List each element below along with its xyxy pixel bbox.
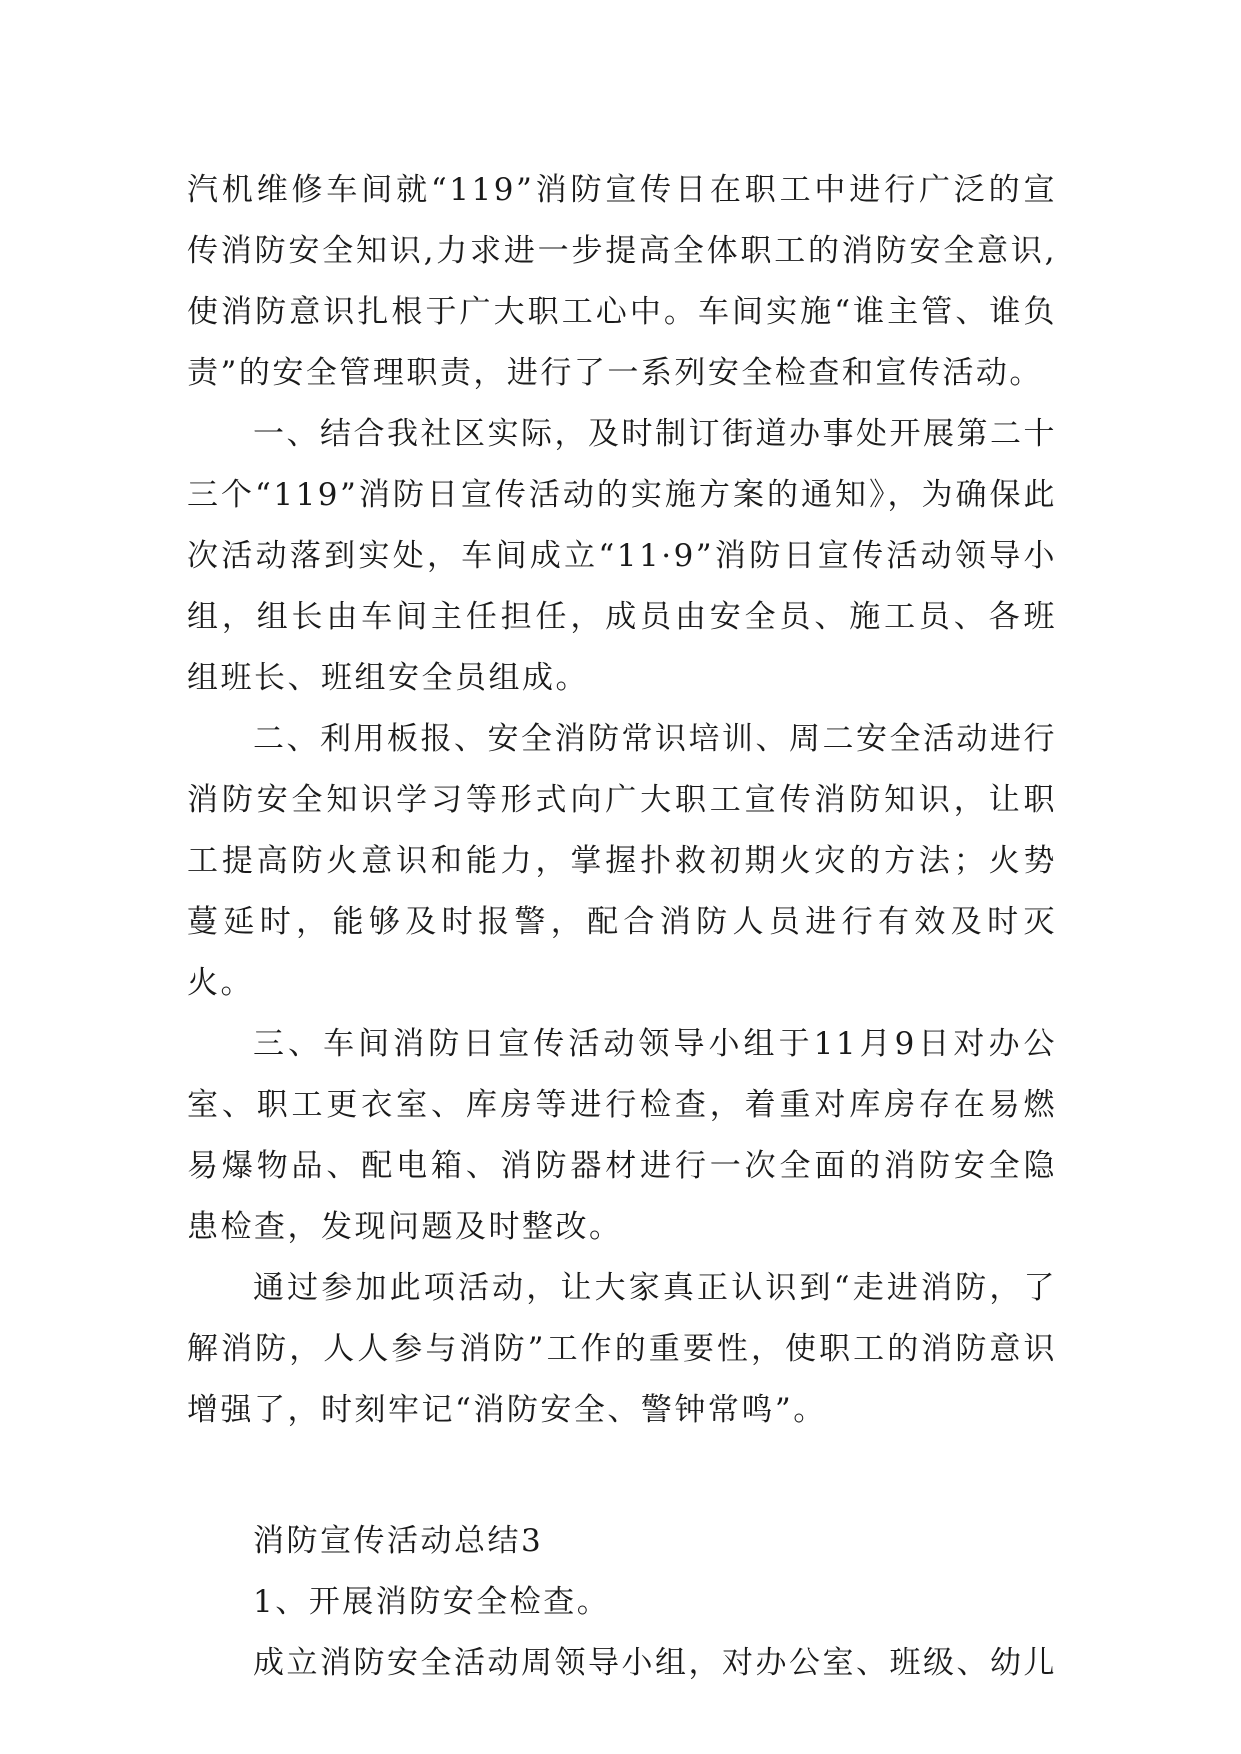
paragraph-item-three: 三、车间消防日宣传活动领导小组于11月9日对办公室、职工更衣室、库房等进行检查，着重对库房存在易燃易爆物品、配电箱、消防器材进行一次全面的消防安全隐患检查，发现问题及时整改。 xyxy=(187,1026,1057,1245)
paragraph-intro: 汽机维修车间就“119”消防宣传日在职工中进行广泛的宣传消防安全知识,力求进一步提高全体职工的消防安全意识,使消防意识扎根于广大职工心中。车间实施“谁主管、谁负责”的安全管理职责，进行了一系列安全检查和宣传活动。 xyxy=(187,172,1057,391)
section-heading: 消防宣传活动总结3 xyxy=(253,1523,544,1559)
paragraph-item-one: 一、结合我社区实际，及时制订街道办事处开展第二十三个“119”消防日宣传活动的实施方案的通知》，为确保此次活动落到实处，车间成立“11·9”消防日宣传活动领导小组，组长由车间主任担任，成员由安全员、施工员、各班组班长、班组安全员组成。 xyxy=(187,416,1057,696)
paragraph-conclusion: 通过参加此项活动，让大家真正认识到“走进消防，了解消防，人人参与消防”工作的重要性，使职工的消防意识增强了，时刻牢记“消防安全、警钟常鸣”。 xyxy=(187,1270,1057,1428)
section-text: 成立消防安全活动周领导小组，对办公室、班级、幼儿 xyxy=(253,1645,1057,1681)
section-item: 1、开展消防安全检查。 xyxy=(253,1584,611,1620)
paragraph-item-two: 二、利用板报、安全消防常识培训、周二安全活动进行消防安全知识学习等形式向广大职工宣传消防知识，让职工提高防火意识和能力，掌握扑救初期火灾的方法；火势蔓延时，能够及时报警，配合消防人员进行有效及时灭火。 xyxy=(187,721,1057,1001)
document-body xyxy=(187,160,1057,1694)
